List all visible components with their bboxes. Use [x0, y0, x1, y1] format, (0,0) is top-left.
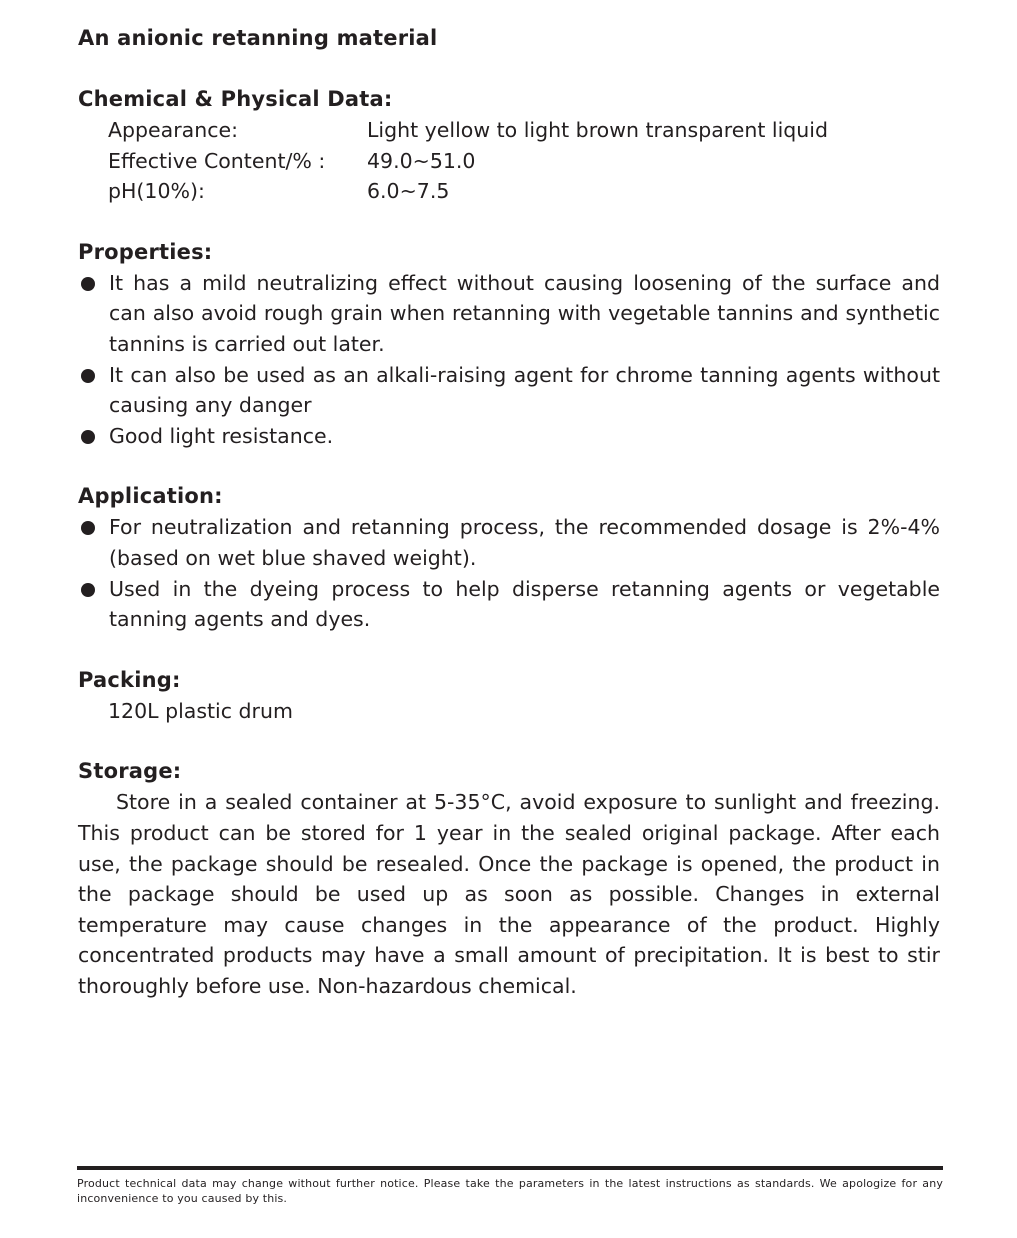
footer-disclaimer: Product technical data may change without further notice. Please take the parameters in the latest instructions as standards. We apologize for any inconvenience to you caused by this.	[77, 1166, 943, 1206]
packing-section	[78, 665, 940, 727]
document-title: An anionic retanning material	[78, 26, 438, 50]
data-value: 49.0~51.0	[367, 148, 476, 173]
bullet-icon	[78, 268, 109, 360]
application-heading: Application:	[78, 484, 223, 509]
list-item	[78, 268, 940, 360]
data-row-ph	[78, 176, 940, 207]
data-value: 6.0~7.5	[367, 179, 450, 204]
list-item-text: Used in the dyeing process to help disperse retanning agents or vegetable tanning agents and dyes.	[109, 576, 940, 632]
chemical-physical-section	[78, 84, 940, 207]
storage-heading: Storage:	[78, 759, 182, 784]
list-item	[78, 421, 940, 452]
bullet-icon	[78, 512, 109, 573]
list-item-text: It can also be used as an alkali-raising agent for chrome tanning agents without causing any danger	[109, 362, 940, 418]
data-label: pH(10%):	[108, 179, 205, 204]
packing-heading: Packing:	[78, 667, 181, 692]
list-item	[78, 512, 940, 573]
list-item-text: For neutralization and retanning process, the recommended dosage is 2%-4% (based on wet blue shaved weight).	[109, 515, 940, 570]
data-row-appearance	[78, 115, 940, 146]
packing-text: 120L plastic drum	[108, 698, 293, 723]
properties-heading: Properties:	[78, 239, 213, 264]
list-item	[78, 574, 940, 635]
bullet-icon	[78, 360, 109, 421]
bullet-icon	[78, 574, 109, 635]
data-row-effective-content	[78, 146, 940, 177]
storage-section	[78, 756, 940, 1001]
data-label: Appearance:	[108, 118, 238, 142]
application-section	[78, 481, 940, 634]
list-item-text: It has a mild neutralizing effect without causing loosening of the surface and can also avoid rough grain when retanning with vegetable tannins and synthetic tannins is carried out later.	[109, 270, 940, 356]
properties-section	[78, 237, 940, 452]
data-value: Light yellow to light brown transparent liquid	[367, 118, 829, 142]
list-item-text: Good light resistance.	[109, 423, 334, 448]
document-page	[78, 22, 940, 1001]
storage-text: Store in a sealed container at 5-35°C, avoid exposure to sunlight and freezing. This product can be stored for 1 year in the sealed original package. After each use, the package should be resealed. Once the package is opened, the product in the package should be used up as soon as possible. Changes in external temperature may cause changes in the appearance of the product. Highly concentrated products may have a small amount of precipitation. It is best to stir thoroughly before use. Non-hazardous chemical.	[78, 790, 940, 998]
list-item	[78, 360, 940, 421]
chemical-physical-heading: Chemical & Physical Data:	[78, 87, 393, 111]
data-label: Effective Content/% :	[108, 148, 326, 173]
bullet-icon	[78, 421, 109, 452]
